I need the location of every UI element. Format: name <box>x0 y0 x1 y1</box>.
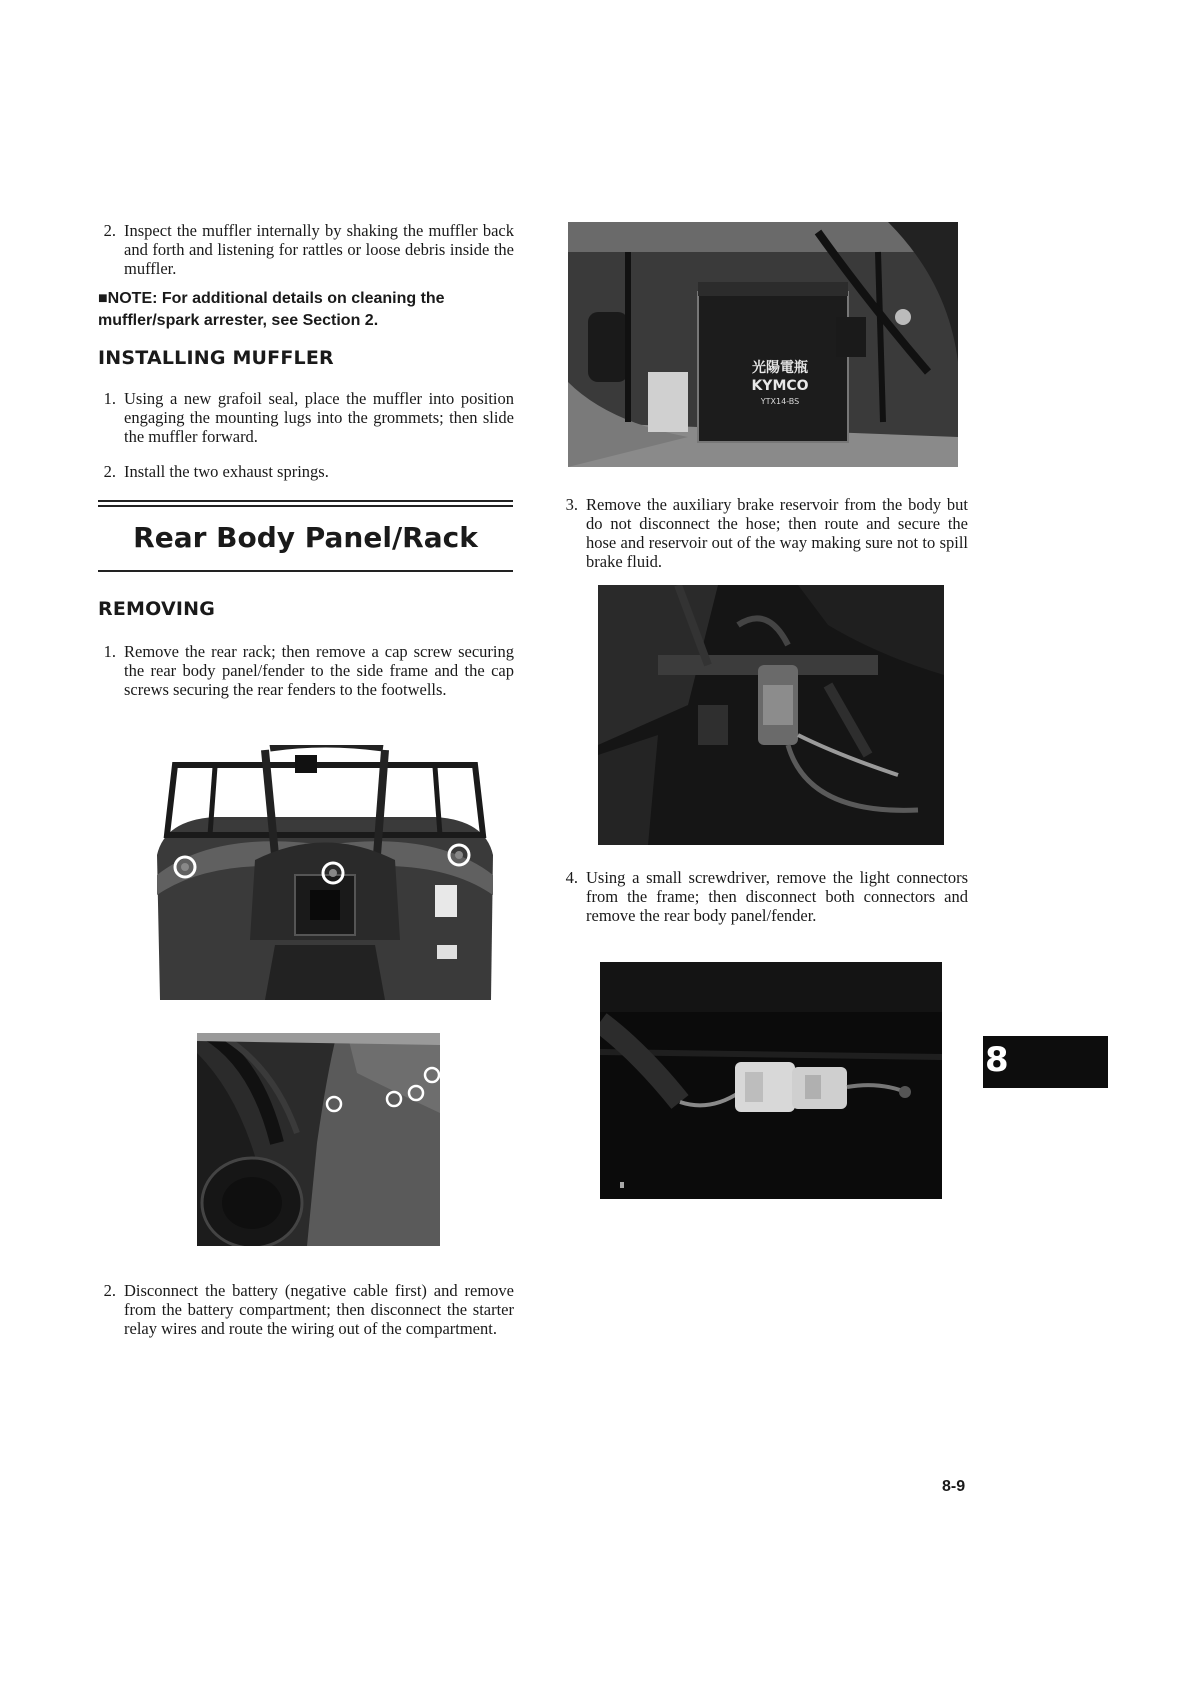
photo-footwell-fender <box>197 1033 440 1246</box>
install-step-1: 1. Using a new grafoil seal, place the muffler into position engaging the mounting lugs into the grommets; then slide the muffler forward. <box>103 389 514 446</box>
step-brake-reservoir: 3. Remove the auxiliary brake reservoir from the body but do not disconnect the hose; then route and secure the hose and reservoir out of the way making sure not to spill brake fluid. <box>565 495 968 571</box>
battery-label-brand: KYMCO <box>751 378 809 394</box>
page-number: 8-9 <box>942 1478 966 1495</box>
section-rule-bottom <box>98 570 513 572</box>
photo-rear-rack <box>155 745 495 1000</box>
section-rule-top-2 <box>98 505 513 507</box>
photo-battery-compartment <box>568 222 958 467</box>
step-light-connectors: 4. Using a small screwdriver, remove the light connectors from the frame; then disconnect both connectors and remove the rear body panel/fender. <box>565 868 968 925</box>
photo-brake-reservoir <box>598 585 944 845</box>
section-title: Rear Body Panel/Rack <box>133 521 478 554</box>
heading-installing-muffler: INSTALLING MUFFLER <box>98 347 334 369</box>
heading-removing: REMOVING <box>98 598 216 620</box>
section-rule-top-1 <box>98 500 513 502</box>
step-inspect-muffler: 2. Inspect the muffler internally by shaking the muffler back and forth and listening for rattles or loose debris inside the muffler. <box>103 221 514 278</box>
photo-light-connectors <box>600 962 942 1199</box>
section-tab-number: 8 <box>985 1040 1009 1080</box>
remove-step-2: 2. Disconnect the battery (negative cable first) and remove from the battery compartment; then disconnect the starter relay wires and route the wiring out of the compartment. <box>103 1281 514 1338</box>
remove-step-1: 1. Remove the rear rack; then remove a cap screw securing the rear body panel/fender to the side frame and the cap screws securing the rear fenders to the footwells. <box>103 642 514 699</box>
note-spark-arrester: ■NOTE: For additional details on cleaning the muffler/spark arrester, see Section 2. <box>98 290 445 329</box>
battery-label-maker: 光陽電瓶 <box>752 360 808 376</box>
section-tab <box>983 1036 1108 1088</box>
install-step-2: 2. Install the two exhaust springs. <box>103 462 329 481</box>
battery-label-model: YTX14-BS <box>760 397 800 406</box>
